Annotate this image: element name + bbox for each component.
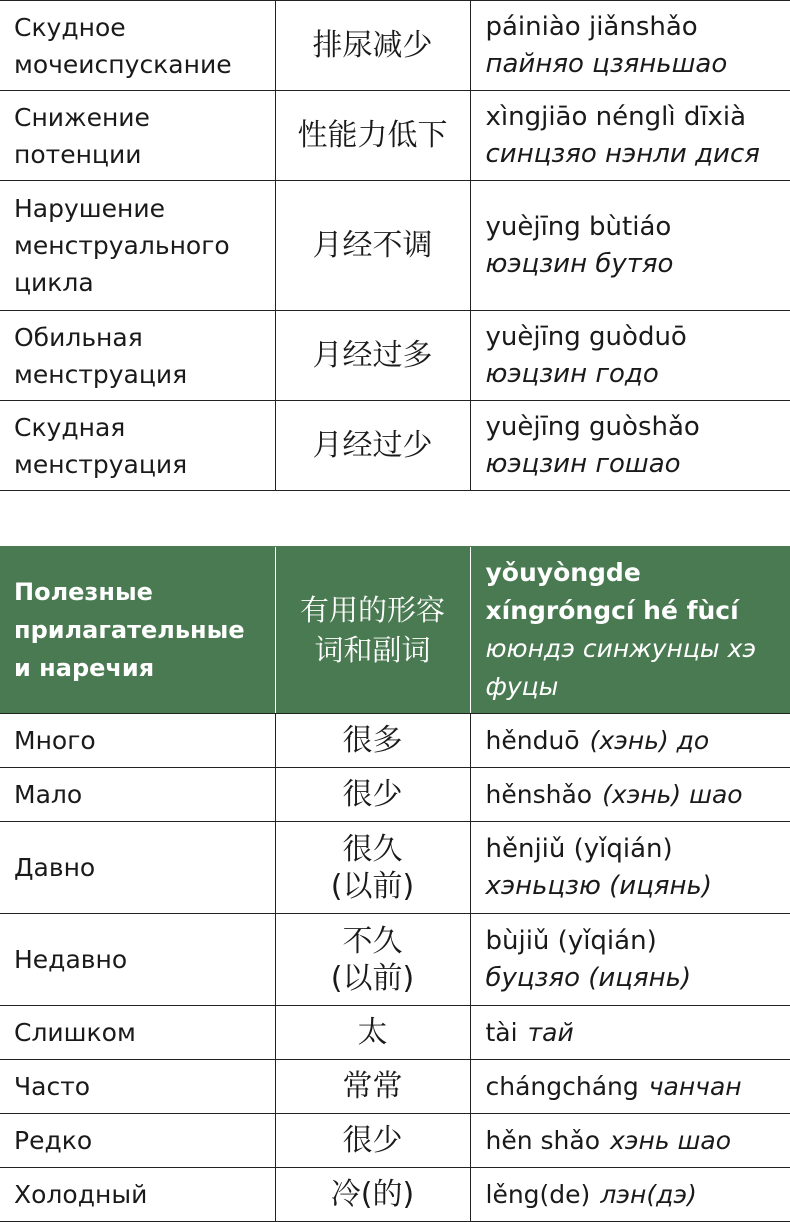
- table-row: [0, 1168, 790, 1222]
- pinyin: yuèjīng guòduō: [486, 319, 790, 356]
- table-row: [0, 768, 790, 822]
- pinyin: yuèjīng bùtiáo: [486, 209, 790, 246]
- chinese-term: 很多: [275, 714, 470, 768]
- table-row: [0, 311, 790, 401]
- russian-term: Скудное мочеиспускание: [0, 1, 275, 91]
- russian-term: Редко: [0, 1114, 275, 1168]
- pinyin-cell: [470, 311, 790, 401]
- russian-term: Много: [0, 714, 275, 768]
- transliteration: синцзяо нэнли дися: [486, 136, 790, 173]
- russian-term: Снижение потенции: [0, 91, 275, 181]
- pinyin-cell: [470, 1114, 790, 1168]
- russian-term: Недавно: [0, 914, 275, 1006]
- pinyin-cell: [470, 822, 790, 914]
- transliteration: юэцзин бутяо: [486, 246, 790, 283]
- russian-term: Скудная менструация: [0, 401, 275, 491]
- table-row: [0, 401, 790, 491]
- chinese-term: 很少: [275, 1114, 470, 1168]
- chinese-term: 冷(的): [275, 1168, 470, 1222]
- transliteration: юэцзин гошао: [486, 446, 790, 483]
- pinyin-cell: [470, 1, 790, 91]
- pinyin-cell: [470, 1060, 790, 1114]
- russian-term: Давно: [0, 822, 275, 914]
- table-row: [0, 914, 790, 1006]
- chinese-term: 月经过少: [275, 401, 470, 491]
- transliteration: чанчан: [649, 1072, 742, 1101]
- transliteration: лэн(дэ): [600, 1180, 697, 1209]
- chinese-term: 很少: [275, 768, 470, 822]
- transliteration: юэцзин годо: [486, 356, 790, 393]
- adjectives-adverbs-table: [0, 546, 790, 1222]
- transliteration: хэнь шао: [610, 1126, 731, 1155]
- russian-term: Мало: [0, 768, 275, 822]
- chinese-term: 不久 (以前): [275, 914, 470, 1006]
- header-pinyin: yǒuyòngde xíngróngcí hé fùcí ююндэ синжунцы хэ фуцы: [470, 547, 790, 714]
- pinyin: xìngjiāo nénglì dīxià: [486, 99, 790, 136]
- russian-term: Холодный: [0, 1168, 275, 1222]
- chinese-term: 月经不调: [275, 181, 470, 311]
- chinese-term: 常常: [275, 1060, 470, 1114]
- pinyin: yuèjīng guòshǎo: [486, 409, 790, 446]
- pinyin-cell: [470, 1006, 790, 1060]
- pinyin: hěn shǎo: [486, 1126, 601, 1155]
- table-row: [0, 1, 790, 91]
- transliteration: хэньцзю (ицянь): [486, 868, 790, 905]
- table-row: [0, 91, 790, 181]
- transliteration: (хэнь) до: [590, 726, 710, 755]
- pinyin-cell: [470, 181, 790, 311]
- pinyin: lěng(de): [486, 1180, 591, 1209]
- header-chinese: 有用的形容 词和副词: [275, 547, 470, 714]
- pinyin: bùjiǔ (yǐqián): [486, 923, 790, 960]
- table-row: [0, 181, 790, 311]
- pinyin-cell: [470, 1168, 790, 1222]
- pinyin: chángcháng: [486, 1072, 639, 1101]
- pinyin-cell: [470, 714, 790, 768]
- chinese-term: 性能力低下: [275, 91, 470, 181]
- transliteration: буцзяо (ицянь): [486, 960, 790, 997]
- russian-term: Обильная менструация: [0, 311, 275, 401]
- transliteration: тай: [528, 1018, 574, 1047]
- table-row: [0, 1060, 790, 1114]
- table-row: [0, 1114, 790, 1168]
- russian-term: Слишком: [0, 1006, 275, 1060]
- pinyin-cell: [470, 914, 790, 1006]
- symptoms-table: [0, 0, 790, 491]
- pinyin: hěnshǎo: [486, 780, 593, 809]
- table-row: [0, 1006, 790, 1060]
- transliteration: (хэнь) шао: [602, 780, 743, 809]
- pinyin: hěnduō: [486, 726, 580, 755]
- chinese-term: 月经过多: [275, 311, 470, 401]
- chinese-term: 太: [275, 1006, 470, 1060]
- pinyin: páiniào jiǎnshǎo: [486, 9, 790, 46]
- pinyin: hěnjiǔ (yǐqián): [486, 831, 790, 868]
- chinese-term: 很久 (以前): [275, 822, 470, 914]
- russian-term: Часто: [0, 1060, 275, 1114]
- pinyin-cell: [470, 401, 790, 491]
- transliteration: пайняо цзяньшао: [486, 46, 790, 83]
- table-row: [0, 822, 790, 914]
- header-russian: Полезные прилагательные и наречия: [0, 547, 275, 714]
- russian-term: Нарушение менструального цикла: [0, 181, 275, 311]
- table-header-row: [0, 547, 790, 714]
- pinyin-cell: [470, 91, 790, 181]
- pinyin: tài: [486, 1018, 518, 1047]
- pinyin-cell: [470, 768, 790, 822]
- table-row: [0, 714, 790, 768]
- chinese-term: 排尿减少: [275, 1, 470, 91]
